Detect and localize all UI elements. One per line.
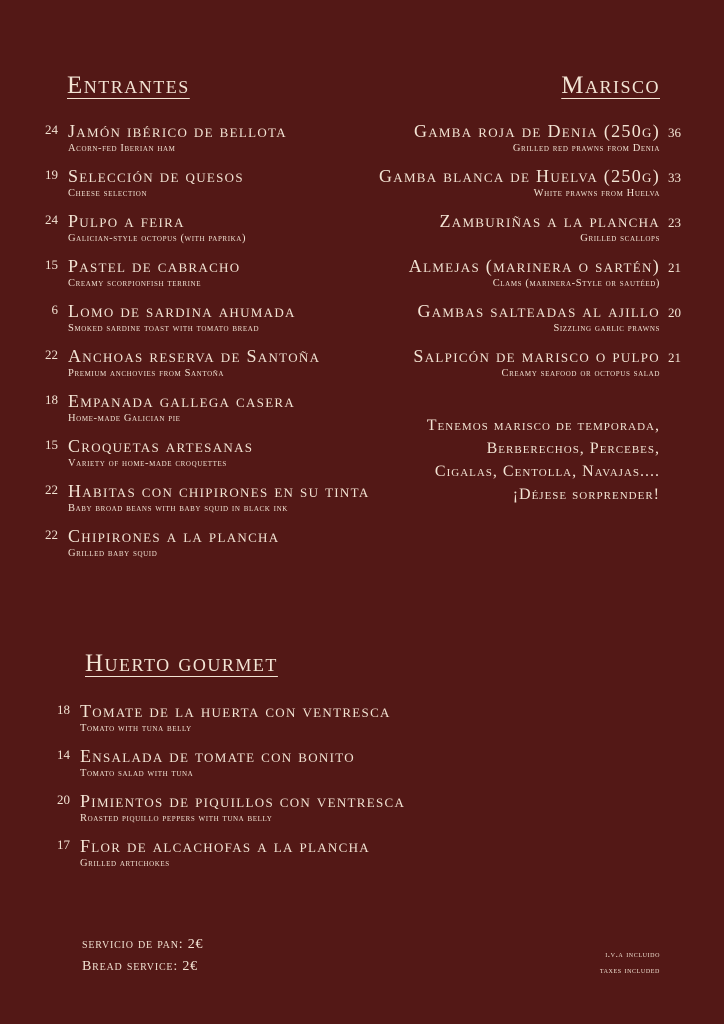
dish-name: Pulpo a feira [68, 211, 185, 231]
dish-name: Gambas salteadas al ajillo [417, 301, 660, 321]
dish-name: Zamburiñas a la plancha [439, 211, 660, 231]
bread-service-en: Bread service: 2€ [82, 959, 198, 974]
dish-description: Grilled baby squid [68, 548, 158, 559]
dish-description: Grilled red prawns from Denia [512, 143, 660, 154]
note-line: ¡Déjese sorprender! [512, 486, 660, 503]
price: 14 [57, 747, 70, 762]
dish-name: Tomate de la huerta con ventresca [80, 701, 391, 721]
menu-item [57, 835, 405, 880]
price: 19 [45, 167, 58, 182]
dish-name: Jamón ibérico de bellota [68, 121, 287, 141]
menu-item [379, 300, 681, 345]
price: 21 [668, 260, 681, 275]
bread-service [82, 934, 203, 978]
dish-name: Selección de quesos [68, 166, 244, 186]
huerto-title: Huerto gourmet [85, 650, 278, 677]
dish-name: Gamba roja de Denia (250g) [413, 121, 660, 141]
menu-item [45, 165, 370, 210]
seasonal-seafood-note [427, 414, 660, 506]
dish-description: Creamy scorpionfish terrine [68, 278, 202, 289]
dish-description: Clams (marinera-Style or sautéed) [492, 278, 660, 289]
menu-item [45, 435, 370, 480]
dish-description: Baby broad beans with baby squid in black ink [68, 503, 288, 514]
menu-item [45, 210, 370, 255]
dish-name: Gamba blanca de Huelva (250g) [378, 166, 660, 186]
price: 22 [45, 482, 58, 497]
menu-item [378, 165, 681, 210]
dish-name: Anchoas reserva de Santoña [68, 346, 321, 366]
menu-item [45, 255, 370, 300]
tax-note-en: taxes included [599, 965, 660, 975]
entrantes-title: Entrantes [67, 72, 190, 99]
price: 36 [668, 125, 681, 140]
menu-item [57, 790, 406, 835]
price: 15 [45, 257, 58, 272]
dish-description: Grilled scallops [580, 233, 660, 244]
note-line: Cigalas, Centolla, Navajas.... [434, 463, 660, 480]
price: 18 [45, 392, 58, 407]
dish-description: Smoked sardine toast with tomato bread [68, 323, 260, 334]
price: 22 [45, 347, 58, 362]
tax-note [600, 946, 660, 978]
dish-name: Lomo de sardina ahumada [68, 301, 296, 321]
dish-description: Roasted piquillo peppers with tuna belly [80, 813, 273, 824]
dish-description: Grilled artichokes [80, 858, 170, 869]
dish-description: Variety of home-made croquettes [68, 458, 227, 469]
menu-item [379, 255, 681, 300]
dish-name: Ensalada de tomate con bonito [80, 746, 355, 766]
menu-item [45, 390, 370, 435]
marisco-title: Marisco [561, 72, 660, 99]
dish-description: Galician-style octopus (with paprika) [68, 233, 247, 244]
dish-name: Almejas (marinera o sartén) [408, 256, 660, 276]
price: 15 [45, 437, 58, 452]
tax-note-es: i.v.a incluido [605, 949, 660, 959]
price: 17 [57, 837, 70, 852]
note-line: Tenemos marisco de temporada, [426, 417, 660, 434]
menu-item [379, 345, 681, 390]
marisco-list [378, 120, 681, 390]
price: 21 [668, 350, 681, 365]
menu-item [57, 700, 405, 745]
note-line: Berberechos, Percebes, [486, 440, 660, 457]
dish-name: Chipirones a la plancha [68, 526, 280, 546]
price: 24 [45, 122, 58, 137]
menu-item [57, 745, 405, 790]
dish-description: Premium anchovies from Santoña [68, 368, 225, 379]
dish-description: Home-made Galician pie [68, 413, 181, 424]
price: 24 [45, 212, 58, 227]
dish-name: Croquetas artesanas [68, 436, 254, 456]
dish-description: Tomato with tuna belly [80, 723, 192, 734]
dish-description: Cheese selection [68, 188, 148, 199]
menu-item [45, 525, 370, 570]
price: 6 [51, 302, 58, 317]
price: 22 [45, 527, 58, 542]
dish-name: Habitas con chipirones en su tinta [68, 481, 370, 501]
huerto-list [57, 700, 406, 880]
dish-description: Tomato salad with tuna [80, 768, 194, 779]
price: 20 [668, 305, 681, 320]
dish-description: Creamy seafood or octopus salad [501, 368, 660, 379]
menu-item [51, 300, 370, 345]
bread-service-es: servicio de pan: 2€ [82, 937, 204, 952]
entrantes-list [45, 120, 370, 570]
dish-name: Flor de alcachofas a la plancha [80, 836, 370, 856]
dish-description: White prawns from Huelva [533, 188, 660, 199]
dish-description: Sizzling garlic prawns [553, 323, 660, 334]
dish-name: Salpicón de marisco o pulpo [413, 346, 660, 366]
menu-item [45, 480, 370, 525]
price: 20 [57, 792, 70, 807]
menu-item [379, 210, 681, 255]
menu-item [45, 120, 370, 165]
dish-description: Acorn-fed Iberian ham [68, 143, 176, 154]
price: 18 [57, 702, 70, 717]
menu-item [45, 345, 370, 390]
price: 33 [668, 170, 681, 185]
menu-item [379, 120, 681, 165]
dish-name: Pimientos de piquillos con ventresca [80, 791, 406, 811]
dish-name: Pastel de cabracho [68, 256, 241, 276]
price: 23 [668, 215, 681, 230]
dish-name: Empanada gallega casera [68, 391, 296, 411]
